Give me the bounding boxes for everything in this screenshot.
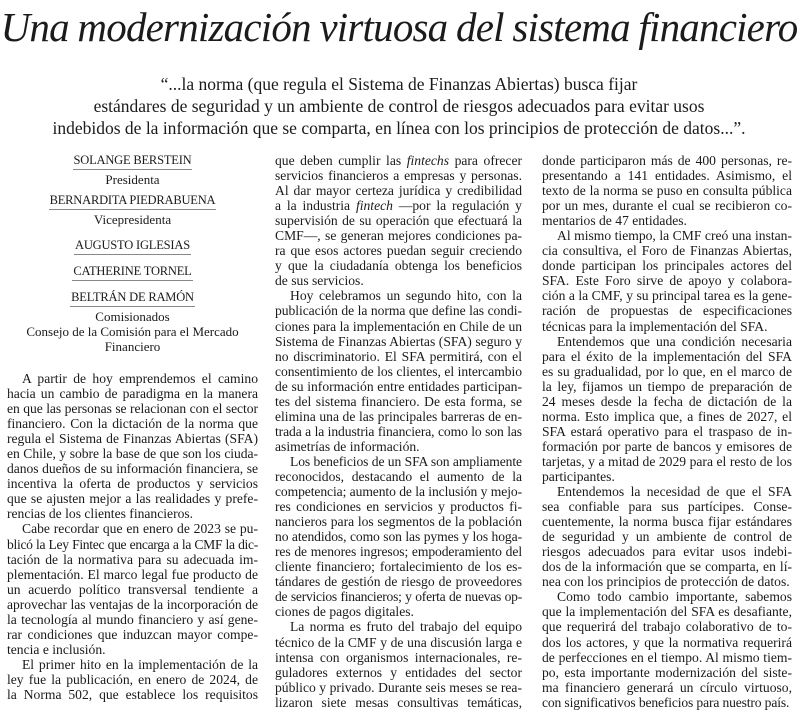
text-line — [542, 499, 792, 514]
text-line — [7, 461, 258, 476]
paragraph — [7, 521, 258, 656]
paragraph — [275, 153, 522, 288]
text-line — [542, 484, 792, 499]
text-line-content: participantes. — [542, 468, 615, 484]
text-line-content: consentimiento de los clientes, el intercambio — [275, 363, 522, 379]
text-line — [542, 213, 792, 228]
text-line — [542, 439, 792, 454]
text-line — [542, 243, 792, 258]
organization: Consejo de la Comisión para el Mercado — [26, 324, 239, 339]
text-line-content: Al mismo tiempo, la CMF creó una instan- — [557, 228, 792, 244]
text-line — [542, 424, 792, 439]
text-line-content: cuentemente, la norma busca fijar estándares — [542, 514, 792, 530]
text-line — [7, 491, 258, 506]
text-line-content: A partir de hoy emprendemos el camino — [22, 371, 258, 386]
text-line-content: nancieros para los segmentos de la población — [275, 514, 522, 530]
text-line-content: po, esta importante modernización del siste- — [542, 664, 792, 680]
text-line — [275, 394, 522, 409]
pull-quote — [0, 73, 798, 139]
text-line-content: Hoy celebramos un segundo hito, con la — [290, 288, 522, 304]
text-line — [7, 597, 258, 612]
text-line-content: 24 meses desde la fecha de dictación de la — [542, 393, 792, 409]
text-line-content: que deben cumplir las fintechs para ofrecer — [275, 153, 523, 168]
text-line-content: blicó la Ley Fintec que encarga a la CMF la dic- — [7, 536, 258, 552]
text-line — [7, 642, 258, 657]
text-line-content: que se ajusten mejor a las realidades y prefe- — [7, 491, 258, 507]
text-line-content: ma financiero generará un círculo virtuoso, — [542, 679, 792, 695]
text-line — [275, 303, 522, 318]
text-line — [275, 243, 522, 258]
paragraph — [275, 619, 522, 709]
text-line-content: dos de la información que se comparta, en lí- — [542, 559, 792, 575]
pull-quote-line — [4, 117, 794, 139]
italic-term: fintech — [355, 198, 393, 214]
text-line-content: plementación. El marco legal fue producto de — [7, 566, 258, 582]
text-line-content: norma. Esto implica que, a fines de 2027, el — [542, 408, 792, 424]
text-line — [542, 168, 792, 183]
text-line — [542, 409, 792, 424]
text-line — [275, 469, 522, 484]
text-line-content: ra que esos actores puedan seguir creciendo — [275, 243, 522, 259]
text-line-content: tencia e inclusión. — [7, 641, 106, 657]
text-line-content: es su gradualidad, por lo que, en el marco de — [542, 363, 792, 379]
text-line-content: sea confiable para sus partícipes. Conse- — [542, 499, 792, 515]
paragraph — [542, 484, 792, 589]
text-line — [275, 484, 522, 499]
paragraph — [542, 228, 792, 333]
text-line — [7, 506, 258, 521]
text-line-content: hacia un cambio de paradigma en la manera — [7, 386, 258, 402]
paragraph — [275, 454, 522, 620]
text-line — [275, 273, 522, 288]
text-line-content: ración de propuestas de especificaciones — [542, 303, 792, 319]
text-line-content: guladores externos y entidades del sector — [275, 664, 522, 680]
text-line-content: SFA estará operativo para el traspaso de in- — [542, 423, 792, 439]
text-line — [7, 446, 258, 461]
pull-quote-line — [4, 95, 794, 117]
text-line-content: cliente financiero; fortalecimiento de los es- — [275, 559, 522, 575]
text-line-content: público y privado. Durante seis meses se rea- — [275, 679, 522, 695]
text-line-content: donde participaron más de 400 personas, re- — [542, 153, 792, 168]
text-line — [542, 680, 792, 695]
text-line-content: no discriminatorio. El SFA permitirá, con el — [275, 348, 522, 364]
text-line — [542, 303, 792, 318]
pull-quote-text: indebidos de la información que se comparta, en línea con los principios de protección de datos...”. — [52, 118, 746, 138]
text-line — [7, 627, 258, 642]
text-line — [542, 273, 792, 288]
text-line — [7, 521, 258, 536]
text-line — [275, 424, 522, 439]
text-line-content: competencia; aumento de la inclusión y mejo- — [275, 484, 522, 500]
text-line-content: Cabe recordar que en enero de 2023 se pu- — [22, 521, 258, 537]
text-line-content: tándares de gestión de riesgo de proveedores — [275, 574, 522, 590]
text-line — [7, 582, 258, 597]
text-line — [542, 454, 792, 469]
text-line-content: tarjetas, y a mitad de 2029 para el resto de los — [542, 453, 792, 469]
text-line-content: nea con los principios de protección de datos. — [542, 574, 790, 590]
paragraph — [542, 589, 792, 709]
text-line-content: ley fue la publicación, en enero de 2024, de — [7, 671, 258, 687]
text-line — [7, 537, 258, 552]
text-line — [275, 409, 522, 424]
text-line — [542, 544, 792, 559]
text-line-content: de servicios financieros; y oferta de nuevas op- — [275, 589, 522, 605]
text-line — [275, 319, 522, 334]
text-line-content: CMF—, se generan mejores condiciones pa- — [275, 228, 522, 244]
text-line-content: Los beneficios de un SFA son ampliamente — [290, 453, 522, 469]
text-line — [542, 469, 792, 484]
text-line-content: donde participan los principales actores del — [542, 258, 792, 274]
text-line — [275, 619, 522, 634]
text-line-content: técnicas para la implementación del SFA. — [542, 318, 768, 334]
text-line-content: aprovechar las ventajas de la incorporación de — [7, 596, 258, 612]
text-line — [542, 379, 792, 394]
text-line — [275, 439, 522, 454]
text-line — [542, 604, 792, 619]
text-line-content: Entendemos la necesidad de que el SFA — [557, 484, 792, 500]
text-line-content: publicación de la norma que define las condi- — [275, 303, 522, 319]
text-line-content: para el éxito de la implementación del SFA — [542, 348, 792, 364]
text-line — [275, 288, 522, 303]
text-line-content: res de menores ingresos; empoderamiento del — [275, 544, 522, 560]
text-line — [275, 574, 522, 589]
text-line — [542, 650, 792, 665]
text-line-content: de perfecciones en el tiempo. Al mismo tiem- — [542, 649, 792, 665]
text-line-content: Al dar mayor certeza jurídica y credibilidad — [275, 183, 522, 199]
author-role: Vicepresidenta — [93, 212, 172, 227]
text-line — [275, 364, 522, 379]
text-line — [7, 476, 258, 491]
text-line — [542, 529, 792, 544]
text-line — [542, 695, 792, 710]
paragraph — [275, 288, 522, 454]
text-line — [275, 153, 522, 168]
text-line-content: formación por parte de bancos y emisores de — [542, 438, 792, 454]
text-line — [275, 514, 522, 529]
text-line-content: de su información entre entidades participan- — [275, 378, 522, 394]
text-line-content: tación de la normativa para su adecuada im- — [7, 551, 258, 567]
text-line — [7, 371, 258, 386]
text-line — [275, 183, 522, 198]
text-line-content: danos dueños de su información financiera, se — [7, 461, 258, 477]
author-name: CATHERINE TORNEL — [72, 264, 192, 281]
text-line — [542, 258, 792, 273]
text-line — [7, 386, 258, 401]
text-line-content: lizaron siete mesas consultivas temáticas, — [275, 694, 522, 710]
text-line-content: ciones de pagos digitales. — [275, 604, 414, 620]
text-line — [275, 213, 522, 228]
text-line-content: riesgos adecuados para evitar usos indebi- — [542, 544, 792, 560]
text-line — [7, 612, 258, 627]
text-line — [542, 364, 792, 379]
text-line — [7, 687, 258, 702]
text-line — [275, 379, 522, 394]
author-name: SOLANGE BERSTEIN — [73, 153, 193, 170]
text-line-content: Entendemos que una condición necesaria — [557, 333, 792, 349]
text-line — [7, 567, 258, 582]
text-line — [275, 635, 522, 650]
text-line — [275, 544, 522, 559]
text-line-content: presentando a 141 entidades. Asimismo, el — [542, 168, 792, 184]
text-line-content: y que la ciudadanía obtenga los beneficios — [275, 258, 522, 274]
text-line — [7, 672, 258, 687]
text-line — [275, 334, 522, 349]
text-line — [542, 559, 792, 574]
text-line — [542, 589, 792, 604]
text-line — [7, 657, 258, 672]
text-line — [7, 552, 258, 567]
text-line — [542, 514, 792, 529]
author-role: Presidenta — [105, 172, 160, 187]
text-line — [542, 349, 792, 364]
article-title-text: Una modernización virtuosa del sistema financiero — [0, 4, 798, 50]
text-line-content: regula el Sistema de Finanzas Abiertas (SFA) — [7, 431, 258, 447]
text-line-content: con significativos beneficios para nuestro país. — [542, 694, 790, 710]
pull-quote-text: “...la norma (que regula el Sistema de Finanzas Abiertas) busca fijar — [160, 74, 638, 94]
paragraph — [542, 334, 792, 484]
text-line — [542, 183, 792, 198]
text-line — [542, 228, 792, 243]
text-line — [542, 198, 792, 213]
text-line-content: que requerirá del trabajo colaborativo de to- — [542, 619, 792, 635]
text-line — [542, 394, 792, 409]
text-line — [275, 454, 522, 469]
text-line — [542, 153, 792, 168]
text-line — [275, 258, 522, 273]
text-line-content: dos los actores, y que la normativa requerirá — [542, 634, 792, 650]
text-line — [275, 168, 522, 183]
article-column-3 — [542, 153, 792, 710]
text-line — [542, 288, 792, 303]
text-line — [542, 665, 792, 680]
text-line-content: por un mes, durante el cual se recibieron co- — [542, 198, 792, 214]
text-line — [275, 665, 522, 680]
text-line — [7, 416, 258, 431]
text-line-content: SFA. Este Foro sirve de apoyo y colabora- — [542, 273, 792, 289]
paragraph — [7, 657, 258, 702]
text-line-content: técnico de la CMF y de una discusión larga e — [275, 634, 522, 650]
text-line-content: la ley, fijamos un tiempo de preparación de — [542, 378, 792, 394]
text-line — [7, 401, 258, 416]
text-line — [275, 695, 522, 710]
organization: Financiero — [104, 339, 161, 354]
text-line-content: supervisión de su operación que efectuará la — [275, 213, 522, 229]
pull-quote-text: estándares de seguridad y un ambiente de control de riesgos adecuados para evitar usos — [93, 96, 705, 116]
text-line-content: cia consultiva, el Foro de Finanzas Abiertas, — [542, 243, 792, 259]
text-line-content: la Norma 502, que establece los requisitos — [7, 686, 258, 702]
text-line-content: elimina una de las principales barreras de en- — [275, 408, 522, 424]
text-line — [275, 198, 522, 213]
text-line — [275, 650, 522, 665]
paragraph — [7, 371, 258, 521]
text-line-content: reconocidos, destacando el aumento de la — [275, 468, 522, 484]
author-name: BERNARDITA PIEDRABUENA — [49, 193, 217, 210]
text-line — [275, 529, 522, 544]
article-title — [0, 2, 798, 52]
text-line — [275, 604, 522, 619]
text-line-content: incentiva la oferta de productos y servicios — [7, 476, 258, 492]
text-line — [542, 319, 792, 334]
text-line-content: asimetrías de información. — [275, 438, 420, 454]
text-line-content: Como todo cambio importante, sabemos — [557, 589, 792, 605]
text-line — [275, 499, 522, 514]
text-line-content: de seguridad y un ambiente de control de — [542, 529, 792, 545]
italic-term: fintechs — [406, 153, 450, 168]
text-line-content: financiero. Con la dictación de la norma que — [7, 416, 258, 432]
text-line-content: tes del sistema financiero. De esta forma, se — [275, 393, 522, 409]
text-line — [542, 635, 792, 650]
text-line — [275, 349, 522, 364]
text-line-content: res condiciones en servicios y productos fi- — [275, 499, 522, 515]
text-line-content: intensa con organismos internacionales, re- — [275, 649, 522, 665]
text-line — [275, 589, 522, 604]
text-line — [275, 559, 522, 574]
text-line-content: El primer hito en la implementación de la — [22, 656, 258, 672]
text-line-content: rar condiciones que induzcan mayor compe- — [7, 626, 258, 642]
text-line — [542, 334, 792, 349]
text-line-content: que la implementación del SFA es desafiante, — [542, 604, 792, 620]
pull-quote-line — [4, 73, 794, 95]
text-line-content: mentarios de 47 entidades. — [542, 213, 687, 229]
text-line — [542, 619, 792, 634]
author-name: BELTRÁN DE RAMÓN — [70, 290, 195, 307]
text-line — [275, 228, 522, 243]
byline — [7, 152, 258, 354]
text-line-content: trada a la industria financiera, como lo son las — [275, 423, 522, 439]
text-line — [7, 431, 258, 446]
text-line-content: ción a la CMF, y su principal tarea es la gene- — [542, 288, 792, 304]
text-line-content: no atendidos, como son las pymes y los hoga- — [275, 529, 522, 545]
text-line-content: la tecnología al mundo financiero y así gene- — [7, 611, 258, 627]
article-column-2 — [275, 153, 522, 710]
text-line-content: ciones para la implementación en Chile de un — [275, 318, 522, 334]
text-line-content: Sistema de Finanzas Abiertas (SFA) seguro y — [275, 333, 522, 349]
text-line — [275, 680, 522, 695]
text-line-content: texto de la norma se puso en consulta pública — [542, 183, 792, 199]
text-line-content: de sus servicios. — [275, 273, 364, 289]
text-line-content: La norma es fruto del trabajo del equipo — [290, 619, 522, 635]
text-line-content: en Chile, y sobre la base de que son los ciuda- — [7, 446, 258, 462]
text-line-content: servicios financieros a empresas y personas. — [275, 168, 522, 184]
text-line-content: un acuerdo político transversal tendiente a — [7, 581, 258, 597]
paragraph — [542, 153, 792, 228]
text-line-content: rencias de los clientes financieros. — [7, 506, 194, 522]
author-name: AUGUSTO IGLESIAS — [74, 238, 191, 255]
text-line-content: a la industria fintech —por la regulación y — [275, 198, 522, 214]
text-line — [542, 574, 792, 589]
author-role: Comisionados — [95, 309, 170, 324]
text-line-content: en que las personas se relacionan con el sector — [7, 401, 258, 417]
article-column-1 — [7, 371, 258, 702]
